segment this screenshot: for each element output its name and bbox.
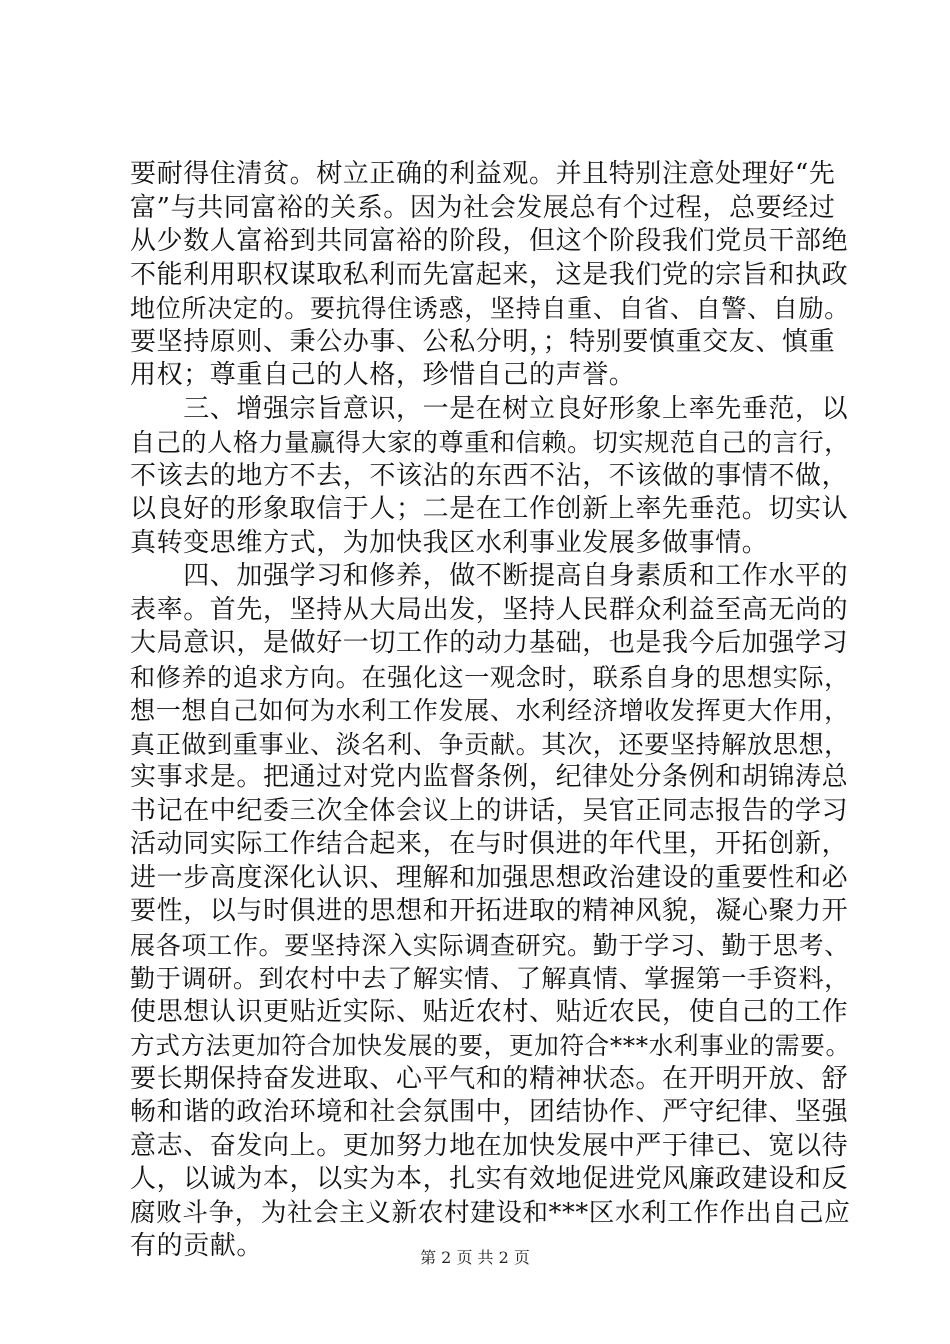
document-body bbox=[130, 158, 850, 1264]
text-line: 使思想认识更贴近实际、贴近农村、贴近农民，使自己的工作 bbox=[130, 996, 849, 1027]
text-line: 方式方法更加符合加快发展的要，更加符合***水利事业的需要。 bbox=[130, 1031, 851, 1060]
text-line: 畅和谐的政治环境和社会氛围中，团结协作、严守纪律、坚强 bbox=[130, 1097, 849, 1127]
section-four-heading-line: 四、加强学习和修养，做不断提高自身素质和工作水平的 bbox=[130, 561, 849, 591]
text-line: 不该去的地方不去，不该沾的东西不沾，不该做的事情不做， bbox=[130, 460, 849, 491]
text-line: 表率。首先，坚持从大局出发，坚持人民群众利益至高无尚的 bbox=[130, 594, 849, 625]
text-line: 大局意识，是做好一切工作的动力基础，也是我今后加强学习 bbox=[130, 628, 849, 658]
text-line: 地位所决定的。要抗得住诱惑，坚持自重、自省、自警、自励。 bbox=[130, 294, 850, 323]
text-line: 有的贡献。 bbox=[130, 1231, 264, 1261]
page-number-footer: 第 2 页 共 2 页 bbox=[420, 1248, 530, 1267]
text-line: 活动同实际工作结合起来，在与时俱进的年代里，开拓创新， bbox=[130, 829, 849, 859]
text-line: 要长期保持奋发进取、心平气和的精神状态。在开明开放、舒 bbox=[130, 1063, 849, 1094]
text-line: 要耐得住清贫。树立正确的利益观。并且特别注意处理好“先 bbox=[130, 159, 836, 189]
text-line: 从少数人富裕到共同富裕的阶段，但这个阶段我们党员干部绝 bbox=[130, 226, 849, 256]
text-line: 富”与共同富裕的关系。因为社会发展总有个过程，总要经过 bbox=[130, 192, 836, 223]
text-line: 不能利用职权谋取私利而先富起来，这是我们党的宗旨和执政 bbox=[130, 259, 849, 290]
text-line: 用权；尊重自己的人格，珍惜自己的声誉。 bbox=[130, 360, 636, 390]
section-three-heading-line: 三、增强宗旨意识，一是在树立良好形象上率先垂范，以 bbox=[130, 393, 849, 424]
text-line: 要坚持原则、秉公办事、公私分明，；特别要慎重交友、慎重 bbox=[130, 326, 836, 357]
text-line: 自己的人格力量赢得大家的尊重和信赖。切实规范自己的言行， bbox=[130, 428, 850, 457]
text-line: 腐败斗争，为社会主义新农村建设和***区水利工作作出自己应 bbox=[130, 1197, 851, 1228]
text-line: 以良好的形象取信于人；二是在工作创新上率先垂范。切实认 bbox=[130, 494, 849, 524]
text-line: 真正做到重事业、淡名利、争贡献。其次，还要坚持解放思想， bbox=[130, 729, 850, 759]
text-line: 书记在中纪委三次全体会议上的讲话，吴官正同志报告的学习 bbox=[130, 795, 849, 826]
text-line: 真转变思维方式，为加快我区水利事业发展多做事情。 bbox=[130, 527, 769, 558]
text-line: 人，以诚为本，以实为本，扎实有效地促进党风廉政建设和反 bbox=[130, 1164, 849, 1194]
text-line: 实事求是。把通过对党内监督条例，纪律处分条例和胡锦涛总 bbox=[130, 762, 849, 792]
text-line: 进一步高度深化认识、理解和加强思想政治建设的重要性和必 bbox=[130, 862, 849, 893]
text-line: 展各项工作。要坚持深入实际调查研究。勤于学习、勤于思考、 bbox=[130, 930, 850, 960]
text-line: 和修养的追求方向。在强化这一观念时，联系自身的思想实际， bbox=[130, 662, 850, 692]
text-line: 意志、奋发向上。更加努力地在加快发展中严于律已、宽以待 bbox=[130, 1130, 849, 1161]
text-line: 想一想自己如何为水利工作发展、水利经济增收发挥更大作用， bbox=[130, 696, 850, 725]
text-line: 要性，以与时俱进的思想和开拓进取的精神风貌，凝心聚力开 bbox=[130, 896, 849, 926]
text-line: 勤于调研。到农村中去了解实情、了解真情、掌握第一手资料， bbox=[130, 964, 850, 993]
